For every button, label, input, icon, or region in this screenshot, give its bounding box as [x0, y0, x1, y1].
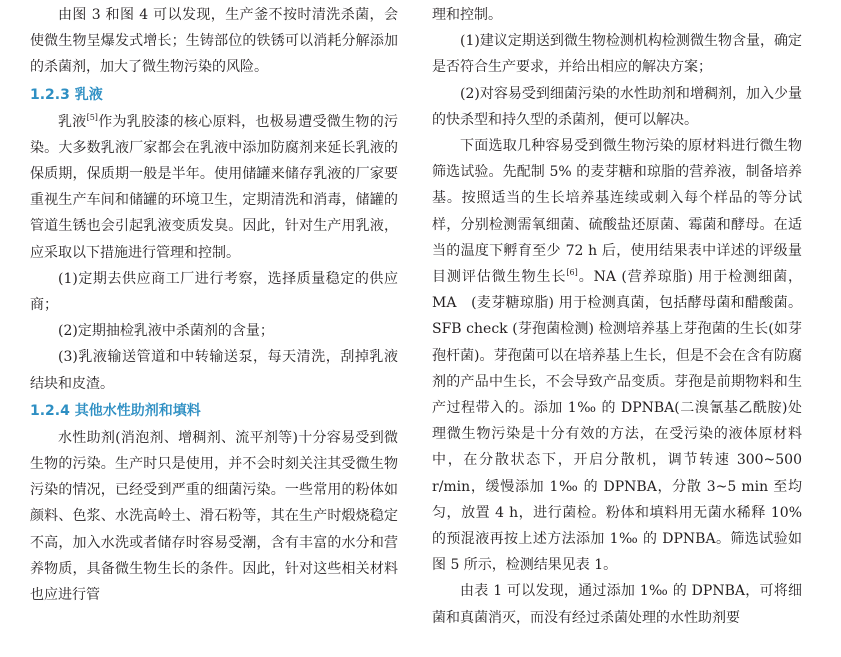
section-title: 其他水性助剂和填料	[74, 402, 201, 419]
body-paragraph: 理和控制。	[432, 7, 502, 23]
list-item: (2)对容易受到细菌污染的水性助剂和增稠剂，加入少量的快杀型和持久型的杀菌剂，便可以解决。	[432, 85, 802, 128]
body-paragraph	[30, 109, 398, 266]
list-item: (2)定期抽检乳液中杀菌剂的含量；	[58, 323, 274, 340]
body-paragraph: 水性助剂(消泡剂、增稠剂、流平剂等)十分容易受到微生物的污染。生产时只是使用，并不会时刻关注其受微生物污染的情况，已经受到严重的细菌污染。一些常用的粉体如颜料、色浆、水洗高岭土、滑石粉等，其在生产时煅烧稳定不高，加入水洗或者储存时容易受潮，含有丰富的水分和营养物质，具备微生物生长的条件。因此，针对这些相关材料也应进行管	[30, 429, 398, 604]
paragraph-lead: 乳液	[58, 113, 87, 130]
section-title: 乳液	[74, 86, 103, 103]
body-paragraph	[432, 133, 802, 578]
list-item: (1)定期去供应商工厂进行考察，选择质量稳定的供应商；	[30, 270, 398, 314]
paragraph-text: 下面选取几种容易受到微生物污染的原材料进行微生物筛选试验。先配制 5% 的麦芽糖和琼脂的营养液，制备培养基。按照适当的生长培养基连续或刺入每个样品的等分试样，分别检测需氧细菌、硫酸盐还原菌、霉菌和酵母。在适当的温度下孵育至少 72 h 后，使用结果表中详述的评级量目测评估微生物生长	[432, 138, 802, 286]
body-paragraph: 由图 3 和图 4 可以发现，生产釜不按时清洗杀菌，会使微生物呈爆发式增长；生铸部位的铁锈可以消耗分解添加的杀菌剂，加大了微生物污染的风险。	[30, 7, 398, 76]
body-paragraph: 由表 1 可以发现，通过添加 1‰ 的 DPNBA，可将细菌和真菌消灭，而没有经过杀菌处理的水性助剂要	[432, 583, 802, 626]
paragraph-text: 作为乳胶漆的核心原料，也极易遭受微生物的污染。大多数乳液厂家都会在乳液中添加防腐剂来延长乳液的保质期，保质期一般是半年。使用储罐来储存乳液的厂家要重视生产车间和储罐的环境卫生，定期清洗和消毒，储罐的管道生锈也会引起乳液变质发臭。因此，针对生产用乳液，应采取以下措施进行管理和控制。	[30, 113, 399, 261]
citation-ref: [6]	[566, 268, 578, 278]
list-item: (1)建议定期送到微生物检测机构检测微生物含量，确定是否符合生产要求，并给出相应的解决方案；	[432, 33, 802, 76]
paragraph-text: 。NA (营养琼脂) 用于检测细菌，MA (麦芽糖琼脂) 用于检测真菌，包括酵母菌和醋酸菌。SFB check (芽孢菌检测) 检测培养基上芽孢菌的生长(如芽孢杆菌)。芽孢菌可以在培养基上生长，但是不会在含有防腐剂的产品中生长，不会导致产品变质。芽孢是前期物料和生产过程带入的。添加 1‰ 的 DPNBA(二溴氰基乙酰胺)处理微生物污染是十分有效的方法，在受污染的液体原材料中，在分散状态下，开启分散机，调节转速 300~500 r/min，缓慢添加 1‰ 的 DPNBA，分散 3~5 min 至均匀，放置 4 h，进行菌检。粉体和填料用无菌水稀释 10% 的预混液再按上述方法添加 1‰ 的 DPNBA。筛选试验如图 5 所示，检测结果见表 1。	[432, 269, 803, 574]
section-number: 1.2.3	[30, 86, 70, 103]
list-item: (3)乳液输送管道和中转输送泵，每天清洗，刮掉乳液结块和皮渣。	[30, 349, 398, 392]
section-heading-additives	[30, 397, 398, 425]
section-heading-emulsion	[30, 81, 398, 109]
left-column	[30, 2, 398, 608]
section-number: 1.2.4	[30, 402, 70, 419]
citation-ref: [5]	[86, 112, 98, 122]
right-column	[432, 2, 802, 631]
